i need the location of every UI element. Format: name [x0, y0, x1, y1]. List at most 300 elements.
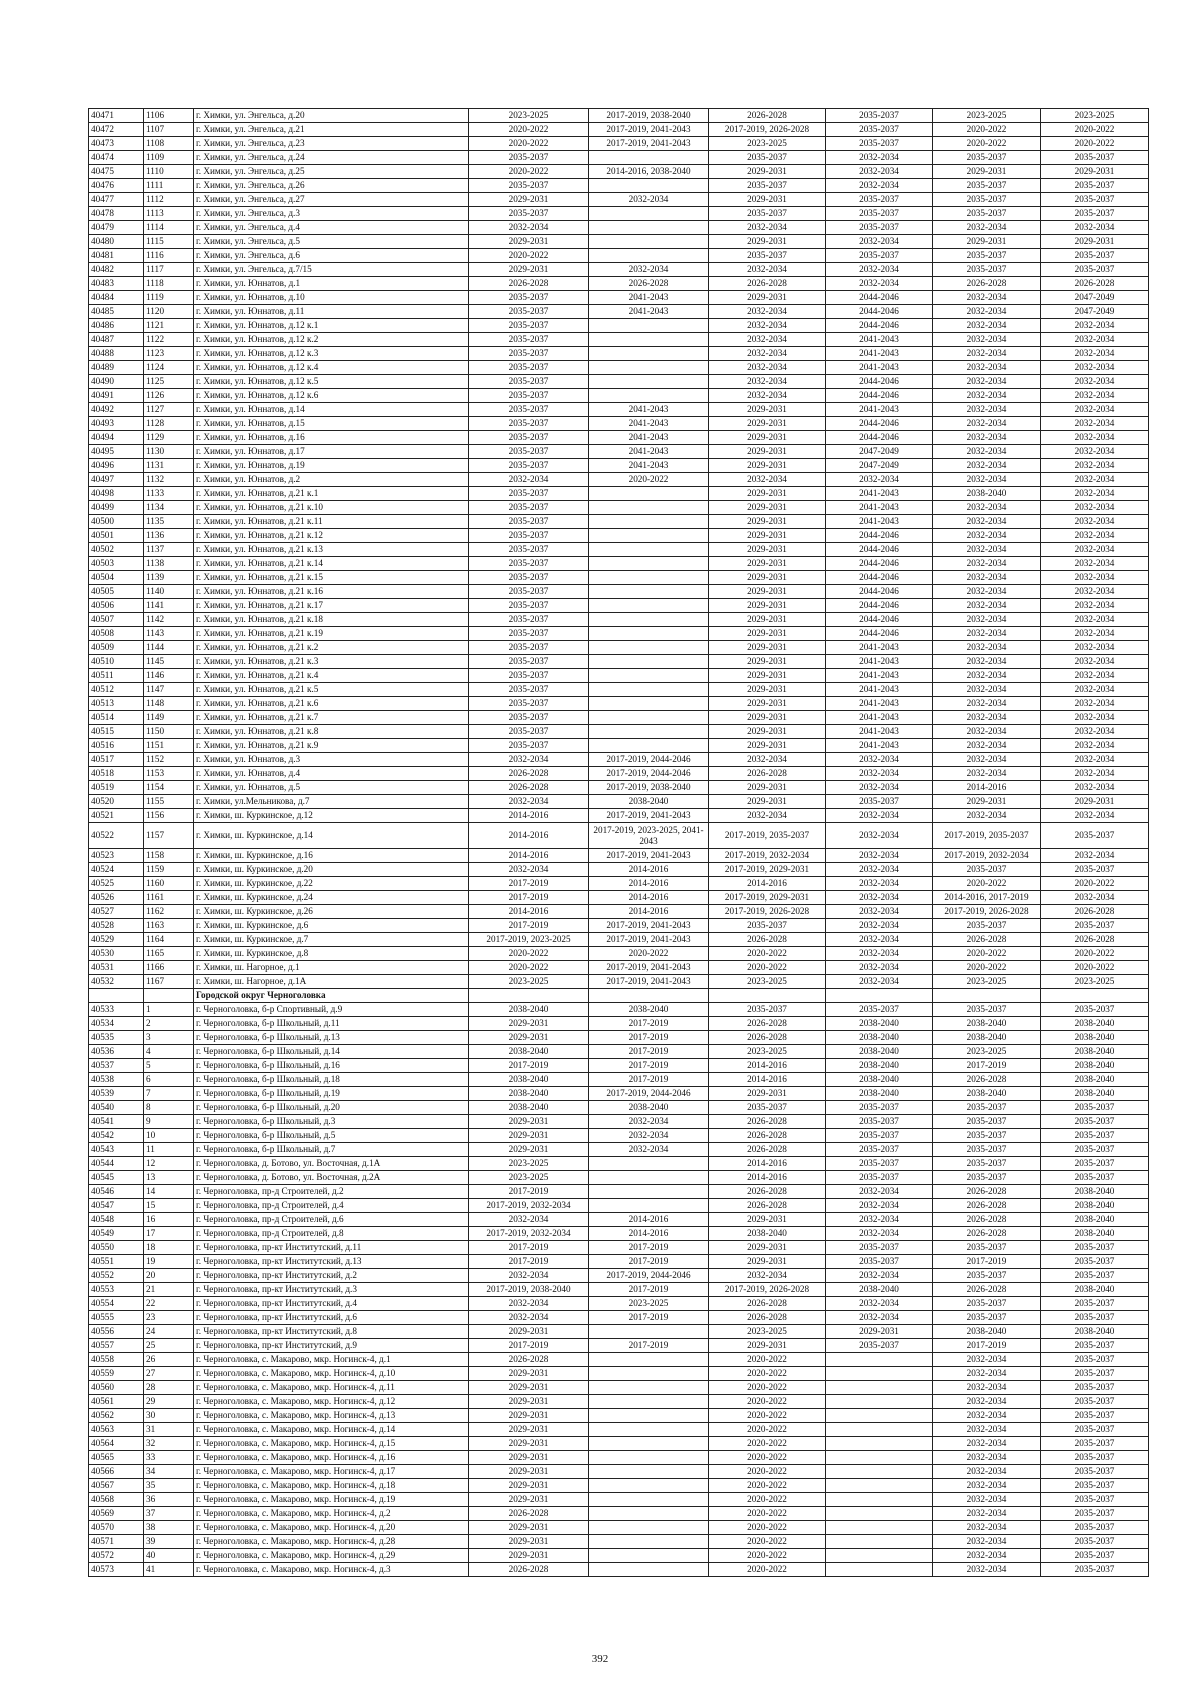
- local-number-cell: 7: [144, 1087, 194, 1101]
- period-cell: [826, 1395, 933, 1409]
- period-cell: 2014-2016: [589, 877, 709, 891]
- local-number-cell: 1138: [144, 557, 194, 571]
- record-id-cell: 40504: [89, 571, 144, 585]
- period-cell: 2041-2043: [826, 697, 933, 711]
- period-cell: 2032-2034: [826, 781, 933, 795]
- table-row: [89, 1325, 1149, 1339]
- address-cell: г. Черноголовка, пр-кт Институтский, д.3: [194, 1283, 469, 1297]
- address-cell: г. Химки, ул. Юннатов, д.12 к.4: [194, 361, 469, 375]
- period-cell: 2041-2043: [826, 669, 933, 683]
- period-cell: [589, 1171, 709, 1185]
- period-cell: 2023-2025: [933, 1045, 1041, 1059]
- period-cell: 2032-2034: [1041, 361, 1149, 375]
- table-row: [89, 1451, 1149, 1465]
- period-cell: 2035-2037: [933, 1143, 1041, 1157]
- period-cell: 2032-2034: [1041, 557, 1149, 571]
- address-cell: г. Химки, ул. Юннатов, д.11: [194, 305, 469, 319]
- period-cell: 2044-2046: [826, 431, 933, 445]
- address-cell: г. Черноголовка, б-р Школьный, д.11: [194, 1017, 469, 1031]
- period-cell: 2038-2040: [469, 1073, 589, 1087]
- period-cell: 2041-2043: [589, 431, 709, 445]
- period-cell: 2017-2019, 2041-2043: [589, 975, 709, 989]
- address-cell: г. Черноголовка, б-р Школьный, д.3: [194, 1115, 469, 1129]
- period-cell: 2029-2031: [709, 529, 826, 543]
- local-number-cell: 1137: [144, 543, 194, 557]
- table-row: [89, 725, 1149, 739]
- period-cell: 2029-2031: [709, 613, 826, 627]
- period-cell: [589, 1157, 709, 1171]
- period-cell: 2017-2019: [589, 1045, 709, 1059]
- record-id-cell: 40480: [89, 235, 144, 249]
- table-row: [89, 933, 1149, 947]
- period-cell: 2020-2022: [469, 249, 589, 263]
- address-cell: г. Химки, ул. Энгельса, д.23: [194, 137, 469, 151]
- period-cell: 2035-2037: [933, 1115, 1041, 1129]
- period-cell: 2029-2031: [469, 1129, 589, 1143]
- record-id-cell: 40499: [89, 501, 144, 515]
- local-number-cell: 1160: [144, 877, 194, 891]
- period-cell: 2035-2037: [469, 585, 589, 599]
- record-id-cell: 40560: [89, 1381, 144, 1395]
- local-number-cell: 4: [144, 1045, 194, 1059]
- period-cell: 2032-2034: [1041, 347, 1149, 361]
- address-cell: г. Химки, ул. Энгельса, д.24: [194, 151, 469, 165]
- table-row: [89, 823, 1149, 849]
- period-cell: 2032-2034: [933, 459, 1041, 473]
- period-cell: 2029-2031: [709, 669, 826, 683]
- period-cell: 2020-2022: [709, 1493, 826, 1507]
- period-cell: 2032-2034: [826, 809, 933, 823]
- period-cell: 2041-2043: [826, 403, 933, 417]
- period-cell: 2044-2046: [826, 571, 933, 585]
- period-cell: 2032-2034: [933, 291, 1041, 305]
- period-cell: 2032-2034: [933, 319, 1041, 333]
- period-cell: [589, 389, 709, 403]
- table-row: [89, 1045, 1149, 1059]
- period-cell: 2035-2037: [933, 1003, 1041, 1017]
- period-cell: 2020-2022: [709, 1507, 826, 1521]
- period-cell: 2017-2019: [589, 1255, 709, 1269]
- period-cell: 2032-2034: [709, 319, 826, 333]
- period-cell: 2035-2037: [1041, 1451, 1149, 1465]
- period-cell: 2035-2037: [933, 1157, 1041, 1171]
- table-row: [89, 1353, 1149, 1367]
- period-cell: 2035-2037: [826, 1255, 933, 1269]
- record-id-cell: 40478: [89, 207, 144, 221]
- period-cell: 2020-2022: [933, 123, 1041, 137]
- period-cell: 2041-2043: [826, 361, 933, 375]
- period-cell: 2038-2040: [1041, 1325, 1149, 1339]
- period-cell: 2023-2025: [1041, 109, 1149, 123]
- period-cell: 2032-2034: [469, 1311, 589, 1325]
- address-cell: г. Черноголовка, б-р Школьный, д.18: [194, 1073, 469, 1087]
- period-cell: 2032-2034: [469, 221, 589, 235]
- table-row: [89, 179, 1149, 193]
- local-number-cell: 1127: [144, 403, 194, 417]
- address-cell: г. Черноголовка, с. Макарово, мкр. Ногинск-4, д.11: [194, 1381, 469, 1395]
- period-cell: 2023-2025: [709, 137, 826, 151]
- record-id-cell: 40549: [89, 1227, 144, 1241]
- record-id-cell: 40514: [89, 711, 144, 725]
- period-cell: 2020-2022: [709, 1549, 826, 1563]
- period-cell: 2023-2025: [1041, 975, 1149, 989]
- period-cell: 2035-2037: [826, 1157, 933, 1171]
- period-cell: 2014-2016: [469, 849, 589, 863]
- period-cell: 2035-2037: [469, 501, 589, 515]
- period-cell: 2029-2031: [709, 641, 826, 655]
- address-cell: г. Химки, ул.Мельникова, д.7: [194, 795, 469, 809]
- period-cell: 2023-2025: [709, 1045, 826, 1059]
- period-cell: 2035-2037: [469, 291, 589, 305]
- period-cell: 2032-2034: [933, 1563, 1041, 1577]
- period-cell: 2029-2031: [1041, 795, 1149, 809]
- period-cell: 2032-2034: [1041, 683, 1149, 697]
- local-number-cell: 1164: [144, 933, 194, 947]
- table-row: [89, 655, 1149, 669]
- address-cell: г. Химки, ул. Энгельса, д.26: [194, 179, 469, 193]
- local-number-cell: 29: [144, 1395, 194, 1409]
- period-cell: 2020-2022: [709, 1563, 826, 1577]
- period-cell: 2038-2040: [1041, 1227, 1149, 1241]
- local-number-cell: 14: [144, 1185, 194, 1199]
- record-id-cell: 40532: [89, 975, 144, 989]
- period-cell: 2038-2040: [826, 1073, 933, 1087]
- period-cell: 2044-2046: [826, 529, 933, 543]
- period-cell: 2032-2034: [1041, 739, 1149, 753]
- period-cell: 2017-2019: [589, 1241, 709, 1255]
- record-id-cell: 40505: [89, 585, 144, 599]
- table-row: [89, 1017, 1149, 1031]
- period-cell: 2035-2037: [709, 919, 826, 933]
- address-cell: г. Химки, ул. Юннатов, д.21 к.9: [194, 739, 469, 753]
- period-cell: 2029-2031: [1041, 235, 1149, 249]
- record-id-cell: 40486: [89, 319, 144, 333]
- local-number-cell: 1121: [144, 319, 194, 333]
- period-cell: 2026-2028: [709, 767, 826, 781]
- record-id-cell: 40543: [89, 1143, 144, 1157]
- period-cell: 2020-2022: [1041, 877, 1149, 891]
- address-cell: г. Химки, ш. Куркинское, д.8: [194, 947, 469, 961]
- period-cell: 2032-2034: [826, 947, 933, 961]
- period-cell: 2035-2037: [826, 137, 933, 151]
- period-cell: 2035-2037: [1041, 1465, 1149, 1479]
- period-cell: 2035-2037: [826, 1171, 933, 1185]
- address-cell: Городской округ Черноголовка: [194, 989, 469, 1003]
- period-cell: 2035-2037: [469, 445, 589, 459]
- record-id-cell: 40564: [89, 1437, 144, 1451]
- address-cell: г. Химки, ул. Юннатов, д.21 к.19: [194, 627, 469, 641]
- record-id-cell: 40519: [89, 781, 144, 795]
- local-number-cell: 27: [144, 1367, 194, 1381]
- local-number-cell: 1143: [144, 627, 194, 641]
- table-row: [89, 151, 1149, 165]
- period-cell: 2032-2034: [933, 347, 1041, 361]
- period-cell: 2035-2037: [933, 1297, 1041, 1311]
- local-number-cell: 18: [144, 1241, 194, 1255]
- period-cell: 2038-2040: [933, 1325, 1041, 1339]
- record-id-cell: 40490: [89, 375, 144, 389]
- period-cell: 2035-2037: [933, 151, 1041, 165]
- period-cell: 2020-2022: [709, 961, 826, 975]
- period-cell: 2035-2037: [469, 571, 589, 585]
- period-cell: 2020-2022: [469, 137, 589, 151]
- period-cell: 2026-2028: [709, 1297, 826, 1311]
- local-number-cell: 1120: [144, 305, 194, 319]
- table-row: [89, 599, 1149, 613]
- local-number-cell: 1119: [144, 291, 194, 305]
- period-cell: 2035-2037: [469, 613, 589, 627]
- period-cell: 2032-2034: [826, 235, 933, 249]
- record-id-cell: 40484: [89, 291, 144, 305]
- period-cell: 2032-2034: [933, 627, 1041, 641]
- period-cell: 2029-2031: [709, 725, 826, 739]
- period-cell: 2035-2037: [933, 1101, 1041, 1115]
- table-row: [89, 1367, 1149, 1381]
- period-cell: 2026-2028: [709, 1129, 826, 1143]
- record-id-cell: 40555: [89, 1311, 144, 1325]
- period-cell: 2032-2034: [1041, 571, 1149, 585]
- record-id-cell: 40529: [89, 933, 144, 947]
- period-cell: 2032-2034: [709, 389, 826, 403]
- period-cell: 2017-2019, 2044-2046: [589, 753, 709, 767]
- period-cell: 2038-2040: [469, 1087, 589, 1101]
- period-cell: 2032-2034: [826, 975, 933, 989]
- period-cell: 2026-2028: [933, 1283, 1041, 1297]
- period-cell: 2029-2031: [469, 1409, 589, 1423]
- local-number-cell: 12: [144, 1157, 194, 1171]
- period-cell: 2035-2037: [469, 179, 589, 193]
- table-row: [89, 459, 1149, 473]
- period-cell: 2032-2034: [709, 473, 826, 487]
- address-cell: г. Химки, ул. Юннатов, д.21 к.17: [194, 599, 469, 613]
- table-row: [89, 1423, 1149, 1437]
- record-id-cell: 40554: [89, 1297, 144, 1311]
- local-number-cell: 1107: [144, 123, 194, 137]
- period-cell: 2035-2037: [1041, 1367, 1149, 1381]
- period-cell: 2029-2031: [709, 599, 826, 613]
- period-cell: 2032-2034: [826, 767, 933, 781]
- period-cell: 2038-2040: [1041, 1045, 1149, 1059]
- table-row: [89, 1479, 1149, 1493]
- address-cell: г. Химки, ул. Энгельса, д.25: [194, 165, 469, 179]
- period-cell: 2032-2034: [1041, 333, 1149, 347]
- period-cell: 2035-2037: [469, 739, 589, 753]
- period-cell: 2038-2040: [1041, 1059, 1149, 1073]
- period-cell: 2035-2037: [826, 1003, 933, 1017]
- local-number-cell: 1124: [144, 361, 194, 375]
- table-row: [89, 947, 1149, 961]
- period-cell: 2032-2034: [826, 165, 933, 179]
- local-number-cell: 1153: [144, 767, 194, 781]
- period-cell: 2017-2019, 2035-2037: [709, 823, 826, 849]
- address-cell: г. Химки, ш. Куркинское, д.20: [194, 863, 469, 877]
- local-number-cell: 36: [144, 1493, 194, 1507]
- period-cell: 2029-2031: [709, 459, 826, 473]
- period-cell: 2038-2040: [826, 1045, 933, 1059]
- address-cell: г. Химки, ул. Юннатов, д.1: [194, 277, 469, 291]
- period-cell: 2020-2022: [709, 1409, 826, 1423]
- record-id-cell: 40565: [89, 1451, 144, 1465]
- period-cell: 2017-2019, 2035-2037: [933, 823, 1041, 849]
- period-cell: 2032-2034: [826, 277, 933, 291]
- address-cell: г. Химки, ул. Юннатов, д.21 к.6: [194, 697, 469, 711]
- table-row: [89, 235, 1149, 249]
- period-cell: 2035-2037: [469, 557, 589, 571]
- period-cell: 2032-2034: [709, 361, 826, 375]
- local-number-cell: 1130: [144, 445, 194, 459]
- local-number-cell: 39: [144, 1535, 194, 1549]
- period-cell: 2014-2016: [469, 809, 589, 823]
- local-number-cell: 1140: [144, 585, 194, 599]
- table-row: [89, 613, 1149, 627]
- period-cell: 2035-2037: [1041, 1395, 1149, 1409]
- address-cell: г. Черноголовка, пр-кт Институтский, д.2: [194, 1269, 469, 1283]
- period-cell: 2035-2037: [1041, 1129, 1149, 1143]
- period-cell: 2035-2037: [826, 109, 933, 123]
- table-row: [89, 333, 1149, 347]
- period-cell: 2032-2034: [933, 1465, 1041, 1479]
- local-number-cell: 37: [144, 1507, 194, 1521]
- period-cell: 2029-2031: [709, 739, 826, 753]
- local-number-cell: 1111: [144, 179, 194, 193]
- address-cell: г. Химки, ул. Юннатов, д.21 к.7: [194, 711, 469, 725]
- local-number-cell: 1108: [144, 137, 194, 151]
- table-row: [89, 431, 1149, 445]
- record-id-cell: 40497: [89, 473, 144, 487]
- period-cell: 2017-2019, 2041-2043: [589, 933, 709, 947]
- table-row: [89, 291, 1149, 305]
- local-number-cell: 22: [144, 1297, 194, 1311]
- record-id-cell: 40517: [89, 753, 144, 767]
- period-cell: 2038-2040: [933, 487, 1041, 501]
- period-cell: [589, 221, 709, 235]
- period-cell: 2038-2040: [1041, 1199, 1149, 1213]
- repair-schedule-table: [88, 108, 1149, 1577]
- local-number-cell: 10: [144, 1129, 194, 1143]
- local-number-cell: 1154: [144, 781, 194, 795]
- period-cell: 2020-2022: [933, 137, 1041, 151]
- period-cell: 2032-2034: [826, 823, 933, 849]
- period-cell: 2035-2037: [709, 249, 826, 263]
- period-cell: 2023-2025: [469, 109, 589, 123]
- local-number-cell: 1115: [144, 235, 194, 249]
- period-cell: 2029-2031: [709, 501, 826, 515]
- period-cell: 2029-2031: [709, 683, 826, 697]
- period-cell: 2035-2037: [826, 221, 933, 235]
- period-cell: 2017-2019, 2026-2028: [709, 1283, 826, 1297]
- record-id-cell: 40510: [89, 655, 144, 669]
- period-cell: 2029-2031: [709, 1213, 826, 1227]
- record-id-cell: 40512: [89, 683, 144, 697]
- address-cell: г. Черноголовка, б-р Школьный, д.7: [194, 1143, 469, 1157]
- period-cell: 2026-2028: [933, 1073, 1041, 1087]
- record-id-cell: 40548: [89, 1213, 144, 1227]
- period-cell: 2023-2025: [709, 975, 826, 989]
- period-cell: 2032-2034: [1041, 613, 1149, 627]
- period-cell: 2032-2034: [469, 1297, 589, 1311]
- period-cell: 2020-2022: [469, 947, 589, 961]
- period-cell: 2023-2025: [933, 109, 1041, 123]
- period-cell: 2023-2025: [469, 1157, 589, 1171]
- address-cell: г. Черноголовка, с. Макарово, мкр. Ногинск-4, д.18: [194, 1479, 469, 1493]
- period-cell: 2032-2034: [826, 1199, 933, 1213]
- period-cell: 2032-2034: [933, 1521, 1041, 1535]
- period-cell: 2023-2025: [589, 1297, 709, 1311]
- period-cell: 2017-2019: [589, 1031, 709, 1045]
- period-cell: 2017-2019: [589, 1073, 709, 1087]
- period-cell: [589, 1325, 709, 1339]
- table-row: [89, 1465, 1149, 1479]
- local-number-cell: 1155: [144, 795, 194, 809]
- period-cell: 2026-2028: [933, 1199, 1041, 1213]
- period-cell: 2032-2034: [1041, 319, 1149, 333]
- period-cell: 2029-2031: [709, 585, 826, 599]
- record-id-cell: 40501: [89, 529, 144, 543]
- period-cell: 2026-2028: [709, 1185, 826, 1199]
- table-row: [89, 487, 1149, 501]
- period-cell: 2017-2019, 2029-2031: [709, 863, 826, 877]
- address-cell: г. Химки, ул. Юннатов, д.21 к.15: [194, 571, 469, 585]
- record-id-cell: 40509: [89, 641, 144, 655]
- period-cell: 2020-2022: [1041, 137, 1149, 151]
- period-cell: 2023-2025: [469, 1171, 589, 1185]
- address-cell: г. Черноголовка, с. Макарово, мкр. Ногинск-4, д.16: [194, 1451, 469, 1465]
- period-cell: 2032-2034: [826, 849, 933, 863]
- table-row: [89, 207, 1149, 221]
- period-cell: [826, 1451, 933, 1465]
- local-number-cell: 15: [144, 1199, 194, 1213]
- local-number-cell: 1156: [144, 809, 194, 823]
- table-row: [89, 221, 1149, 235]
- address-cell: г. Химки, ул. Юннатов, д.12 к.6: [194, 389, 469, 403]
- period-cell: 2047-2049: [1041, 305, 1149, 319]
- period-cell: [589, 1423, 709, 1437]
- period-cell: 2029-2031: [709, 1087, 826, 1101]
- period-cell: 2044-2046: [826, 305, 933, 319]
- address-cell: г. Черноголовка, д. Ботово, ул. Восточная, д.2А: [194, 1171, 469, 1185]
- period-cell: 2035-2037: [469, 725, 589, 739]
- period-cell: 2020-2022: [709, 947, 826, 961]
- period-cell: 2035-2037: [1041, 1101, 1149, 1115]
- address-cell: г. Черноголовка, с. Макарово, мкр. Ногинск-4, д.12: [194, 1395, 469, 1409]
- period-cell: 2026-2028: [709, 1031, 826, 1045]
- address-cell: г. Химки, ш. Куркинское, д.16: [194, 849, 469, 863]
- address-cell: г. Черноголовка, с. Макарово, мкр. Ногинск-4, д.28: [194, 1535, 469, 1549]
- period-cell: 2017-2019: [589, 1311, 709, 1325]
- period-cell: 2035-2037: [933, 263, 1041, 277]
- record-id-cell: 40561: [89, 1395, 144, 1409]
- period-cell: 2032-2034: [1041, 627, 1149, 641]
- period-cell: 2041-2043: [826, 333, 933, 347]
- period-cell: 2029-2031: [1041, 165, 1149, 179]
- period-cell: 2032-2034: [933, 473, 1041, 487]
- table-row: [89, 1283, 1149, 1297]
- period-cell: 2035-2037: [1041, 1409, 1149, 1423]
- period-cell: [589, 711, 709, 725]
- period-cell: 2026-2028: [469, 1563, 589, 1577]
- period-cell: 2032-2034: [933, 669, 1041, 683]
- period-cell: 2041-2043: [826, 725, 933, 739]
- period-cell: 2035-2037: [1041, 263, 1149, 277]
- address-cell: г. Химки, ул. Юннатов, д.12 к.1: [194, 319, 469, 333]
- period-cell: 2035-2037: [469, 347, 589, 361]
- period-cell: 2032-2034: [826, 1213, 933, 1227]
- period-cell: 2038-2040: [469, 1003, 589, 1017]
- period-cell: 2020-2022: [709, 1465, 826, 1479]
- record-id-cell: 40542: [89, 1129, 144, 1143]
- period-cell: 2035-2037: [1041, 193, 1149, 207]
- period-cell: 2035-2037: [1041, 1423, 1149, 1437]
